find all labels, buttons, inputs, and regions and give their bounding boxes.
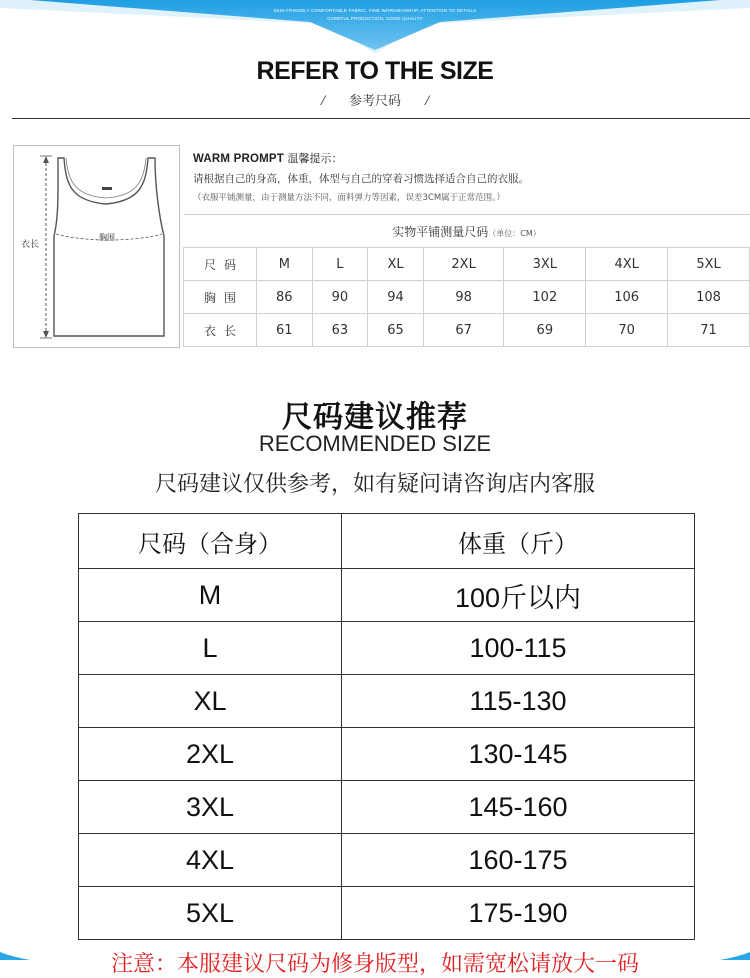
weight-cell: 130-145 [342,728,695,781]
warm-prompt-en: WARM PROMPT [193,153,284,165]
measurement-row-chest [184,281,750,314]
warm-prompt-line-1: 请根据自己的身高，体重，体型与自己的穿着习惯选择适合自己的衣服。 [193,173,529,185]
row-header: 尺码 [184,248,257,281]
tag-mark [102,187,112,190]
table-cell: 63 [312,314,368,347]
table-cell: M [257,248,313,281]
table-row [79,887,695,940]
table-cell: 2XL [423,248,504,281]
measurement-unit: （单位：CM） [488,228,541,238]
weight-cell: 100-115 [342,622,695,675]
table-cell: 94 [368,281,424,314]
table-cell: 3XL [504,248,586,281]
recommend-header-row [79,514,695,569]
recommend-note: 尺码建议仅供参考，如有疑问请咨询店内客服 [154,472,595,497]
refer-title: REFER TO THE SIZE [256,57,494,85]
table-row [79,569,695,622]
weight-cell: 160-175 [342,834,695,887]
chest-label: 胸围 [99,233,115,242]
section-divider [12,118,750,119]
table-cell: 69 [504,314,586,347]
weight-cell: 115-130 [342,675,695,728]
table-cell: 65 [368,314,424,347]
weight-cell: 175-190 [342,887,695,940]
length-label: 衣长 [21,240,40,250]
bottom-warning-note: 注意：本服建议尺码为修身版型，如需宽松请放大一码 [110,952,639,977]
row-header: 胸围 [184,281,257,314]
table-cell: 67 [423,314,504,347]
table-cell: 5XL [668,248,750,281]
table-row [79,781,695,834]
measurement-table [183,214,750,347]
table-cell: 102 [504,281,586,314]
warm-prompt-title [193,150,343,166]
banner-line-1: SKIN FRIENDLY COMFORTABLE FABRIC, FINE WORKMANSHIP, ATTENTION TO DETAILS [273,8,477,13]
size-cell: 5XL [79,887,342,940]
weight-cell: 100斤以内 [342,569,695,622]
table-cell: 108 [668,281,750,314]
warm-prompt-cn: 温馨提示： [284,152,343,165]
recommend-title-en: RECOMMENDED SIZE [258,431,492,456]
table-cell: 98 [423,281,504,314]
banner-text [0,7,750,23]
size-column-header: 尺码（合身） [79,514,342,569]
weight-cell: 145-160 [342,781,695,834]
table-cell: XL [368,248,424,281]
table-row [79,834,695,887]
slash-right: / [425,93,430,109]
measurement-caption-row [184,215,750,248]
recommend-title-cn: 尺码建议推荐 [282,400,468,435]
measurement-caption-text: 实物平铺测量尺码 [392,224,489,239]
size-cell: L [79,622,342,675]
measurement-row-size [184,248,750,281]
table-cell: 61 [257,314,313,347]
measurement-row-length [184,314,750,347]
size-cell: XL [79,675,342,728]
table-row [79,728,695,781]
table-row [79,622,695,675]
size-cell: 4XL [79,834,342,887]
weight-column-header: 体重（斤） [342,514,695,569]
recommend-table [78,513,695,940]
refer-subtitle: 参考尺码 [348,94,401,109]
table-cell: 4XL [586,248,668,281]
table-cell: 70 [586,314,668,347]
row-header: 衣长 [184,314,257,347]
tank-top-illustration [14,146,181,349]
table-cell: 86 [257,281,313,314]
table-cell: 71 [668,314,750,347]
table-cell: L [312,248,368,281]
slash-left: / [320,93,325,109]
banner-line-2: CAREFUL PRODUCTION, GOOD QUALITY [327,16,423,21]
size-cell: 3XL [79,781,342,834]
table-cell: 106 [586,281,668,314]
size-cell: 2XL [79,728,342,781]
measurement-caption [184,215,750,248]
refer-subtitle-row [0,90,750,110]
size-cell: M [79,569,342,622]
top-banner [0,0,750,60]
warm-prompt-line-2: （衣服平铺测量，由于测量方法不同，面料弹力等因素，误差3CM属于正常范围。） [193,193,505,203]
table-cell: 90 [312,281,368,314]
table-row [79,675,695,728]
